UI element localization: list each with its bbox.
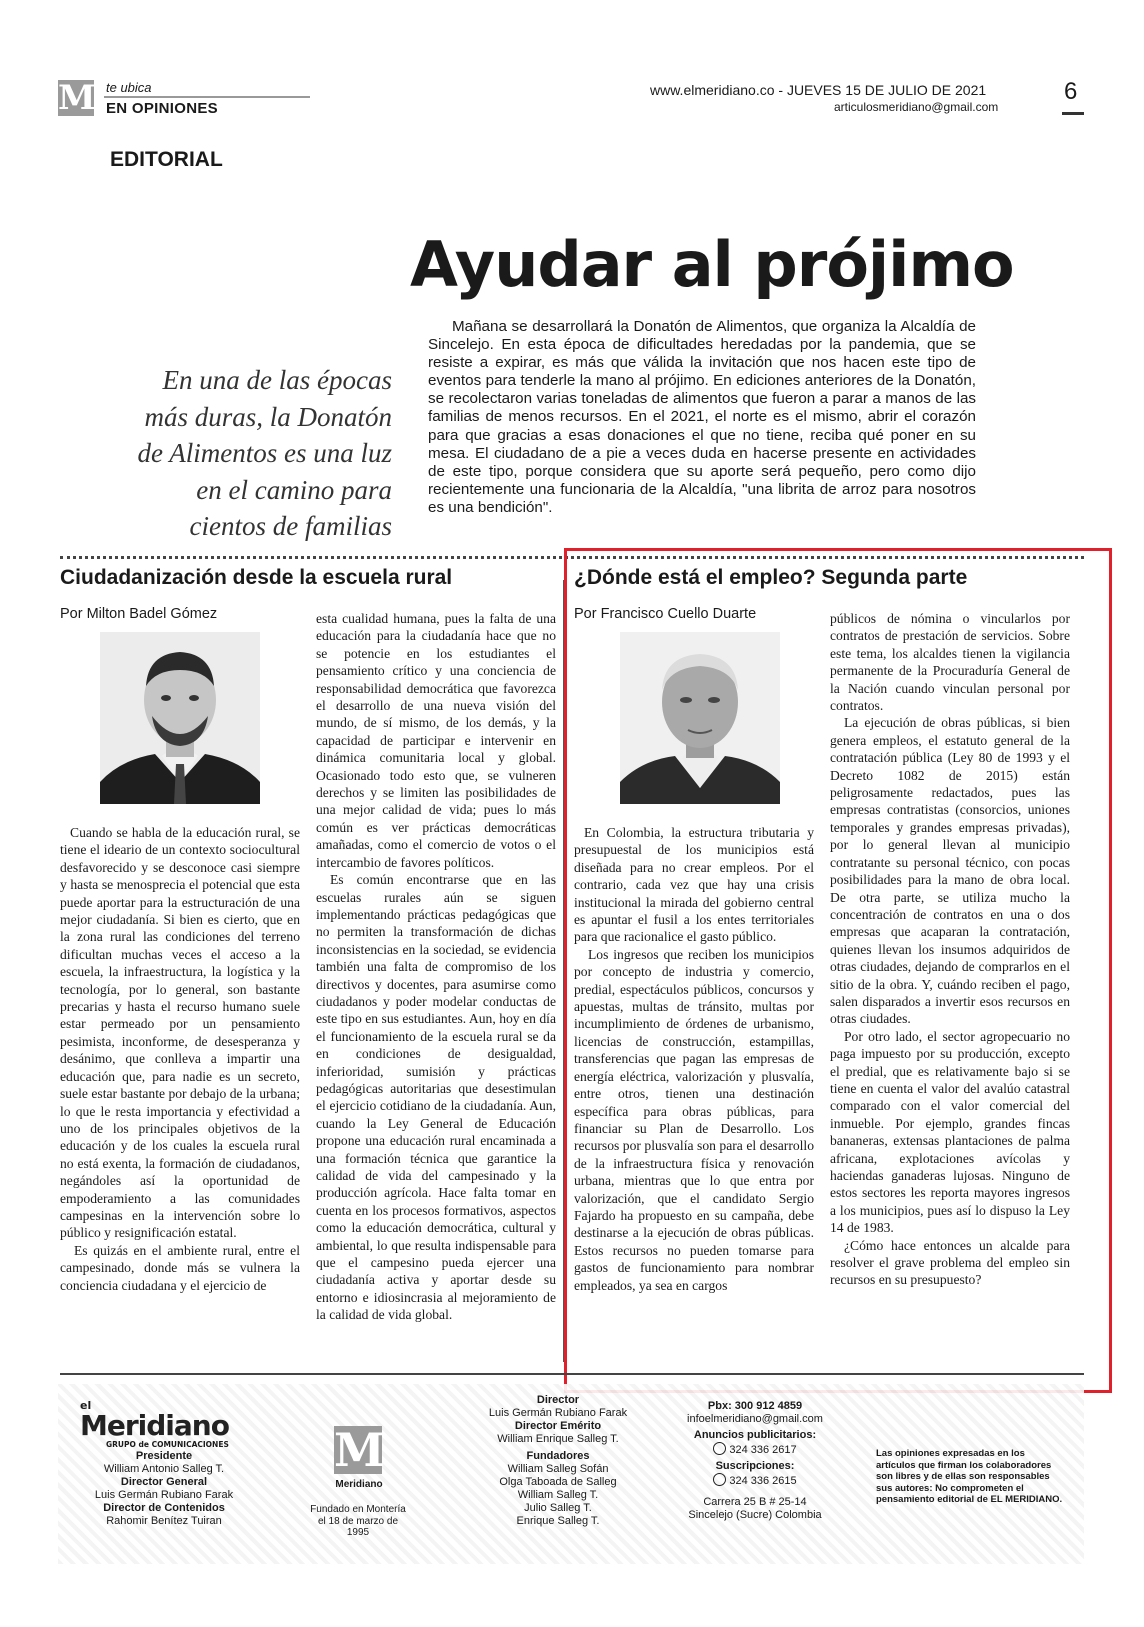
address-line-1: Carrera 25 B # 25-14 (703, 1496, 807, 1508)
highlight-box (564, 548, 1112, 1393)
article1-byline: Por Milton Badel Gómez (60, 606, 218, 622)
paragraph: Es común encontrarse que en las escuelas rurales aún se siguen implementando prácticas pedagógicas que no permiten la transformación de dichas inconsistencias en la sociedad, se evidencia también una falta de compromiso de los directivos y docentes, para asumirse como ciudadanos y poder modelar conductas de este tipo en sus estudiantes. Aun, hoy en día el funcionamiento de la escuela rural se da en condiciones de desigualdad, inferioridad, sumisión y prácticas pedagógicas autoritarias que desestimulan el ejercicio cotidiano de la ciudadanía. Aun, cuando la Ley General de Educación propone una educación rural encaminada a una formación técnica que garantice la calidad de vida del campesinado y la producción agrícola. Hace falta tomar en cuenta en los procesos formativos, aspectos como la educación democrática, cultural y ambiental, lo que resulta indispensable para que el campesino pueda ejercer una ciudadanía activa y aportar desde su entorno e idiosincrasia al mejoramiento de la calidad de vida global. (316, 872, 556, 1323)
footer-left-block (74, 1450, 254, 1528)
director-general-label: Director General (120, 1476, 208, 1488)
director-label: Director (536, 1394, 580, 1406)
article2-byline: Por Francisco Cuello Duarte (574, 606, 757, 622)
pbx: Pbx: 300 912 4859 (707, 1400, 803, 1412)
author-photo-milton (100, 632, 260, 804)
contact-email[interactable]: articulosmeridiano@gmail.com (834, 100, 999, 114)
center-logo-text: Meridiano (335, 1479, 383, 1490)
director-contenidos-label: Director de Contenidos (103, 1502, 225, 1514)
whatsapp-icon (713, 1473, 726, 1486)
paragraph: esta cualidad humana, pues la falta de una educación para la ciudadanía hace que no se potencie en los estudiantes el pensamiento crítico y una conciencia de responsabilidad democrática que favorezca el desarrollo de una nueva visión del mundo, de sí mismo, de los demás, y la capacidad de participar e intervenir en dinámica comunitaria local y global. Ocasionado todo esto que, se vulneren derechos y se limiten las posibilidades de una mejor calidad de vida; pues lo más común es ver prácticas democráticas amañadas, como el comercio de votos o el intercambio de favores políticos. (316, 611, 556, 870)
footer-rule (60, 1373, 1084, 1375)
paragraph: Cuando se habla de la educación rural, se tiene el ideario de un contexto sociocultural desfavorecido y se desconoce casi siempre y hasta se menosprecia el potencial que esta puede aportar para la estructuración de una mejor ciudadanía. Si bien es cierto, que en la zona rural las condiciones del terreno dificultan muchas veces el acceso a la escuela, la infraestructura, la logística y la tecnología, por lo general, son bastante precarias y hasta el recurso humano suele estar permeado por un pensamiento pesimista, inconforme, de desesperanza y desánimo, que conlleva a impartir una educación que, para nadie es un secreto, suele estar bastante por debajo de la urbana; lo que le resta importancia y efectividad a uno de los principales objetivos de la educación y de los cuales la escuela rural no está exenta, la formación de ciudadanos, negándoles así la oportunidad de empoderamiento a las comunidades campesinas en la intervención sobre lo público y resignificación estatal. (60, 825, 300, 1241)
section-label: EN OPINIONES (106, 100, 218, 117)
emerito-name: William Enrique Salleg T. (497, 1433, 619, 1445)
page-number: 6 (1064, 78, 1078, 105)
paragraph: En Colombia, la estructura tributaria y presupuestal de los municipios está diseñada para no crear empleos. Por el contrario, cada vez que hay una crisis institucional la mirada del gobierno central es apuntar el fusil a los entes territoriales para que racionalice el gasto público. (574, 825, 814, 945)
logo-sub-text: GRUPO de COMUNICACIONES (106, 1440, 229, 1449)
fundador: William Salleg Sofán (507, 1463, 609, 1475)
newspaper-logo: M (58, 78, 96, 118)
footer-contact-block (670, 1400, 840, 1522)
article1-title: Ciudadanización desde la escuela rural (60, 566, 453, 589)
logo-small-text: el (80, 1399, 92, 1412)
anuncios-row (670, 1442, 840, 1457)
presidente-name: William Antonio Salleg T. (103, 1463, 225, 1475)
anuncios-label: Anuncios publicitarios: (693, 1429, 817, 1441)
footer-email[interactable]: infoelmeridiano@gmail.com (687, 1413, 823, 1425)
fundador: Olga Taboada de Salleg (499, 1476, 617, 1488)
presidente-label: Presidente (135, 1450, 193, 1462)
suscripciones-label: Suscripciones: (715, 1460, 795, 1472)
footer-center-block (478, 1394, 638, 1528)
director-name: Luis Germán Rubiano Farak (488, 1407, 628, 1419)
page-number-rule (1062, 112, 1084, 115)
footer-disclaimer: Las opiniones expresadas en los artículos que firman los colaboradores son libres y de ellas son responsables sus autores: No comprometen el pensamiento editorial de EL MERIDIANO. (876, 1448, 1063, 1505)
fundadores-label: Fundadores (526, 1450, 590, 1462)
fundador: Julio Salleg T. (524, 1502, 592, 1514)
section-title: EDITORIAL (110, 148, 223, 171)
editorial-title: Ayudar al prójimo (410, 228, 1014, 301)
paragraph: ¿Cómo hace entonces un alcalde para resolver el grave problema del empleo sin recursos en su presupuesto? (830, 1237, 1070, 1288)
emerito-label: Director Emérito (514, 1420, 602, 1432)
paragraph: Los ingresos que reciben los municipios por concepto de industria y comercio, predial, espectáculos públicos, concursos y apuestas, multas de tránsito, multas por incumplimiento de órdenes de urbanismo, licencias de construcción, estampillas, transferencias que pagan las empresas de energía eléctrica, valorización y plusvalía, entre otros, tienen una destinación específica para obras públicas, para financiar su Plan de Desarrollo. Los recursos por plusvalía son para el desarrollo de la infraestructura física y renovación urbana, mientras que lo que entra por valorización, que el candidato Sergio Fajardo ha propuesto en su campaña, debe destinarse a la ejecución de obras públicas. Estos recursos no pueden tomarse para gastos de funcionamiento para nombrar empleados, ya sea en cargos (574, 946, 814, 1293)
suscripciones-phone[interactable]: 324 336 2615 (729, 1475, 797, 1487)
suscripciones-row (670, 1473, 840, 1488)
article2-title: ¿Dónde está el empleo? Segunda parte (574, 566, 968, 589)
address-line-2: Sincelejo (Sucre) Colombia (688, 1509, 822, 1521)
center-logo-icon: M (334, 1423, 385, 1477)
site-date[interactable]: www.elmeridiano.co - JUEVES 15 DE JULIO DE 2021 (650, 82, 987, 98)
logo-main-text: Meridiano (80, 1409, 229, 1442)
paragraph: públicos de nómina o vincularlos por contratos de prestación de servicios. Sobre este tema, los alcaldes tienen la vigilancia permanente de la Procuraduría General de la Nación cuando vinculan personal por contratos. (830, 611, 1070, 714)
meridiano-logo (80, 1400, 229, 1449)
founded-note: Fundado en Montería el 18 de marzo de 1995 (310, 1504, 406, 1538)
paragraph: Es quizás en el ambiente rural, entre el campesinado, donde más se vulnera la conciencia ciudadana y el ejercicio de (60, 1242, 300, 1293)
whatsapp-icon (713, 1442, 726, 1455)
header-rule (104, 96, 310, 98)
director-general-name: Luis Germán Rubiano Farak (94, 1489, 234, 1501)
editorial-pull-quote: En una de las épocas más duras, la Donatón de Alimentos es una luz en el camino para cientos de familias (137, 365, 392, 541)
paragraph: La ejecución de obras públicas, si bien genera empleos, el estatuto general de la contratación pública (Ley 80 de 1993 y el Decreto 1082 de 2015) están peligrosamente redactados, pues las empresas contratistas (consorcios, uniones temporales y grandes empresas privadas), por lo general llevan al municipio contratante su personal técnico, con pocas posibilidades para la mano de obra local. De otra parte, se utiliza mucho la concentración de contratos en una o dos empresas que acaparan la contratación, quienes llevan los insumos adquiridos de otras ciudades, dejando de comprarlos en el sitio de la obra. Y, cuándo reciben el pago, salen disparados a invertir esos recursos en otras ciudades. (830, 715, 1070, 1027)
anuncios-phone[interactable]: 324 336 2617 (729, 1444, 797, 1456)
fundador: Enrique Salleg T. (516, 1515, 600, 1527)
tagline: te ubica (106, 80, 152, 95)
paragraph: Por otro lado, el sector agropecuario no paga impuesto por su producción, excepto el predial, que es relativamente bajo si se tiene en cuenta el valor del avalúo catastral comparado con el valor comercial del inmueble. Por ejemplo, grandes fincas bananeras, extensas plantaciones de palma africana, explotaciones avícolas y haciendas ganaderas lujosas. Ninguno de estos sectores les reporta mayores ingresos a los municipios, pues así lo dispuso la Ley 14 de 1983. (830, 1028, 1070, 1236)
director-contenidos-name: Rahomir Benítez Tuiran (106, 1515, 222, 1527)
fundador: William Salleg T. (517, 1489, 599, 1501)
article1-column-2 (316, 610, 556, 1324)
editorial-body: Mañana se desarrollará la Donatón de Alimentos, que organiza la Alcaldía de Sincelejo. En esta época de dificultades heredadas por la pandemia, que se resiste a expirar, es más que válida la invitación que nos hacen este tipo de eventos para tenderle la mano al prójimo. En ediciones anteriores de la Donatón, se recolectaron varias toneladas de alimentos que fueron a parar a manos de las familias de menos recursos. En el 2021, el norte es el mismo, abrir el corazón para que gracias a esas donaciones el que no tiene, reciba qué poner en su mesa. El ciudadano de a pie a veces duda en hacerse presente en actividades de este tipo, porque considera que su aporte será pequeño, pero como dijo recientemente una funcionaria de la Alcaldía, "una librita de arroz para nosotros es una bendición". (428, 318, 976, 516)
article1-column-1 (60, 824, 300, 1294)
